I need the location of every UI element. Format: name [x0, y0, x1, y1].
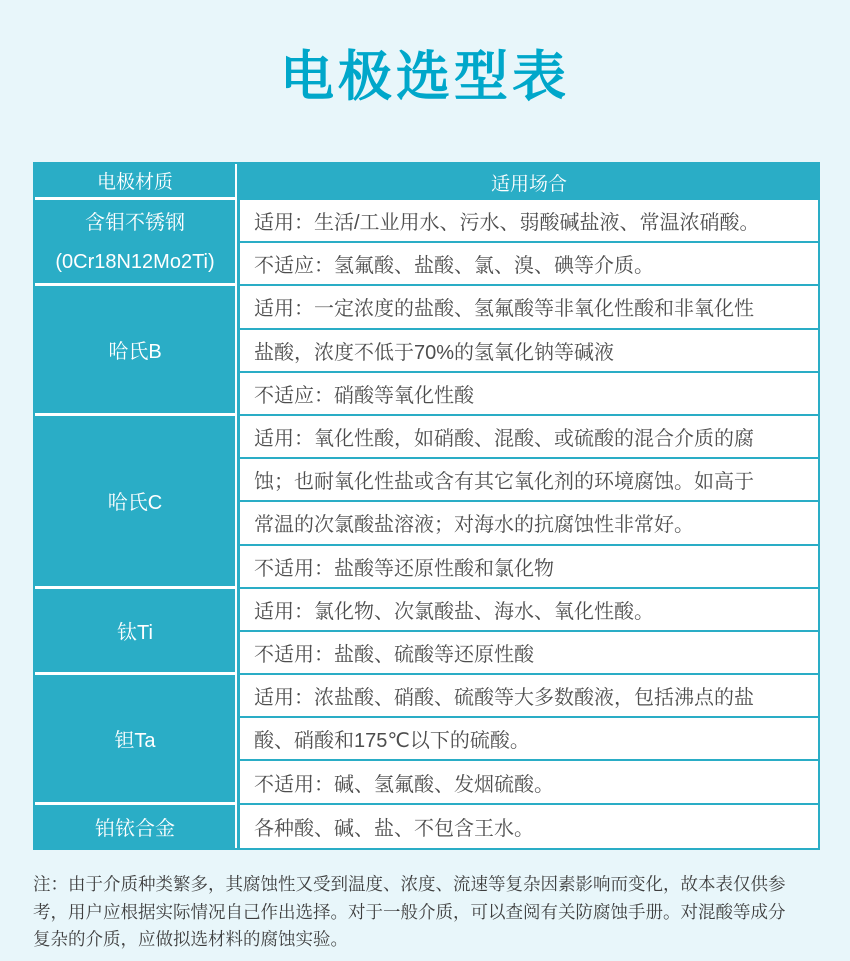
- usage-line: 适用：氯化物、次氯酸盐、海水、氧化性酸。: [240, 589, 818, 632]
- usage-line: 不适应：氢氟酸、盐酸、氯、溴、碘等介质。: [240, 243, 818, 286]
- footnote-line: 注：由于介质种类繁多，其腐蚀性又受到温度、浓度、流速等复杂因素影响而变化，故本表仅供参: [33, 874, 786, 894]
- usage-line: 蚀；也耐氧化性盐或含有其它氧化剂的环境腐蚀。如高于: [240, 459, 818, 502]
- table-group-molybdenum-stainless: [35, 200, 818, 286]
- material-cell: [35, 589, 237, 675]
- table-group-hastelloy-b: [35, 286, 818, 416]
- material-name: 钛Ti: [117, 621, 153, 644]
- footnote-line: 复杂的介质，应做拟选材料的腐蚀实验。: [33, 929, 348, 949]
- material-cell: [35, 675, 237, 805]
- material-name: 哈氏B: [108, 341, 162, 364]
- electrode-selection-table: [33, 162, 820, 850]
- material-name: 铂铱合金: [95, 817, 175, 840]
- table-group-tantalum: [35, 675, 818, 805]
- usage-line: 适用：生活/工业用水、污水、弱酸碱盐液、常温浓硝酸。: [240, 200, 818, 243]
- usage-line: 不适用：盐酸、硫酸等还原性酸: [240, 632, 818, 675]
- usage-line: 适用：氧化性酸，如硝酸、混酸、或硫酸的混合介质的腐: [240, 416, 818, 459]
- material-name: 钽Ta: [114, 729, 156, 752]
- usage-line: 适用：浓盐酸、硝酸、硫酸等大多数酸液，包括沸点的盐: [240, 675, 818, 718]
- table-group-platinum-iridium: [35, 805, 818, 848]
- material-cell: [35, 416, 237, 589]
- header-material-column: 电极材质: [35, 164, 237, 200]
- header-occasion-column: 适用场合: [240, 164, 818, 200]
- material-cell: [35, 200, 237, 286]
- usage-line: 各种酸、碱、盐、不包含王水。: [240, 805, 818, 848]
- footnote: [33, 871, 825, 954]
- footnote-line: 考，用户应根据实际情况自己作出选择。对于一般介质，可以查阅有关防腐蚀手册。对混酸等成分: [33, 901, 786, 922]
- usage-line: 不适应：硝酸等氧化性酸: [240, 373, 818, 416]
- usage-line: 酸、硝酸和175℃以下的硫酸。: [240, 718, 818, 761]
- table-group-titanium: [35, 589, 818, 675]
- usage-line: 不适用：碱、氢氟酸、发烟硫酸。: [240, 761, 818, 804]
- table-group-hastelloy-c: [35, 416, 818, 589]
- material-cell: [35, 805, 237, 848]
- usage-line: 常温的次氯酸盐溶液；对海水的抗腐蚀性非常好。: [240, 502, 818, 545]
- material-name: 哈氏C: [107, 492, 163, 515]
- usage-line: 适用：一定浓度的盐酸、氢氟酸等非氧化性酸和非氧化性: [240, 286, 818, 329]
- page-title: 电极选型表: [280, 47, 570, 107]
- usage-line: 盐酸，浓度不低于70%的氢氧化钠等碱液: [240, 330, 818, 373]
- table-header-row: [35, 164, 818, 200]
- material-grade: (0Cr18N12Mo2Ti): [55, 251, 215, 274]
- usage-line: 不适用：盐酸等还原性酸和氯化物: [240, 546, 818, 589]
- material-cell: [35, 286, 237, 416]
- material-name: 含钼不锈钢: [85, 212, 185, 235]
